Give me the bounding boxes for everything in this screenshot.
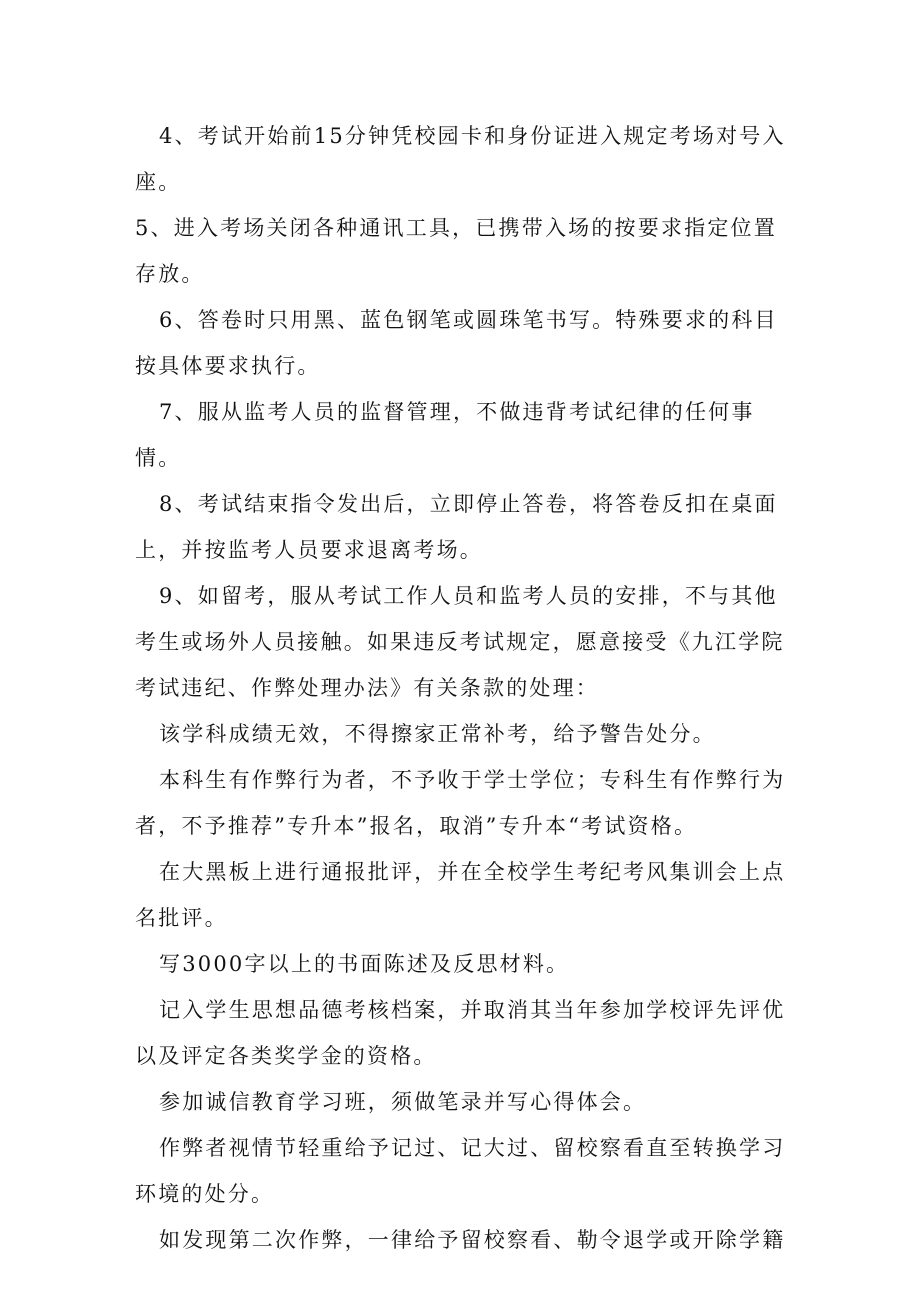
paragraph-rule-6: 6、答卷时只用黑、蓝色钢笔或圆珠笔书写。特殊要求的科目按具体要求执行。 <box>135 308 778 378</box>
paragraph-rule-5: 5、进入考场关闭各种通讯工具，已携带入场的按要求指定位置存放。 <box>135 216 777 286</box>
paragraph-penalty-written-statement: 写3000字以上的书面陈述及反思材料。 <box>159 952 570 976</box>
paragraph-rule-7: 7、服从监考人员的监督管理，不做违背考试纪律的任何事情。 <box>135 400 755 470</box>
paragraph-rule-8: 8、考试结束指令发出后，立即停止答卷，将答卷反扣在桌面上，并按监考人员要求退离考场。 <box>135 492 778 562</box>
paragraph-penalty-disciplinary-action: 作弊者视情节轻重给予记过、记大过、留校察看直至转换学习环境的处分。 <box>135 1136 786 1206</box>
paragraph-penalty-invalid-score: 该学科成绩无效，不得擦家正常补考，给予警告处分。 <box>159 722 716 746</box>
paragraph-penalty-public-criticism: 在大黑板上进行通报批评，并在全校学生考纪考风集训会上点名批评。 <box>135 860 786 930</box>
paragraph-penalty-record: 记入学生思想品德考核档案，并取消其当年参加学校评先评优以及评定各类奖学金的资格。 <box>135 998 786 1068</box>
paragraph-penalty-second-offense: 如发现第二次作弊，一律给予留校察看、勒令退学或开除学籍 <box>159 1228 786 1252</box>
paragraph-penalty-degree: 本科生有作弊行为者，不予收于学士学位；专科生有作弊行为者，不予推荐”专升本”报名，取消”专升本“考试资格。 <box>135 768 786 838</box>
paragraph-rule-4: 4、考试开始前15分钟凭校园卡和身份证进入规定考场对号入座。 <box>135 124 786 194</box>
paragraph-rule-9: 9、如留考，服从考试工作人员和监考人员的安排，不与其他考生或场外人员接触。如果违反考试规定，愿意接受《九江学院考试违纪、作弊处理办法》有关条款的处理： <box>135 584 785 700</box>
paragraph-penalty-integrity-class: 参加诚信教育学习班，须做笔录并写心得体会。 <box>159 1090 647 1114</box>
document-body <box>135 113 795 1263</box>
